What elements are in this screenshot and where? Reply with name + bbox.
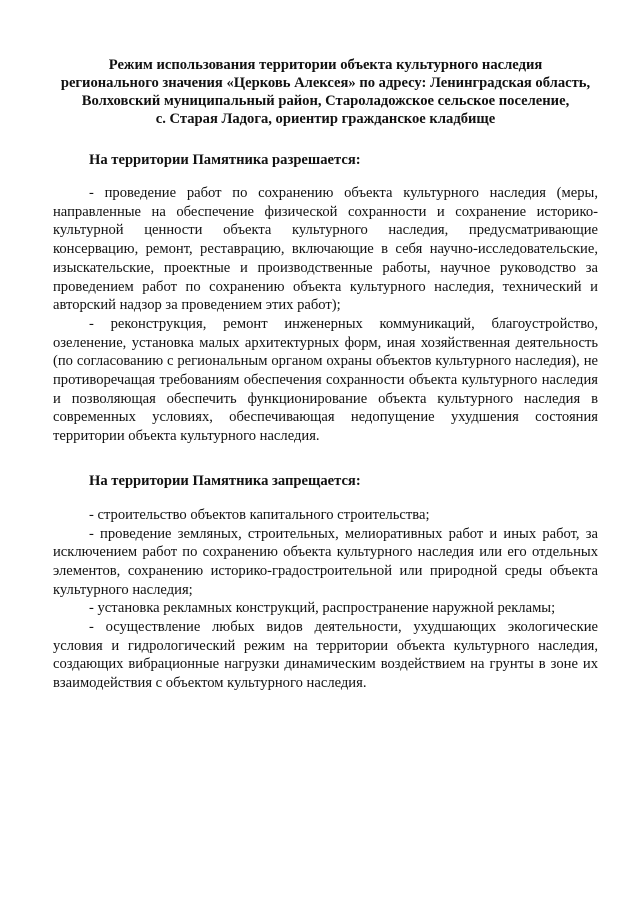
forbidden-item-3: - установка рекламных конструкций, распространение наружной рекламы; [89, 600, 556, 617]
allowed-item-1: - проведение работ по сохранению объекта культурного наследия (меры, направленные на обеспечение физической сохранности и сохранение историко-культурной ценности объекта культурного наследия, предусматривающие консервацию, ремонт, реставрацию, включающие в себя научно-исследовательские, изыскательские, проектные и производственные работы, научное руководство за проведением работ по сохранению объекта культурного наследия, технический и авторский надзор за проведением этих работ); [53, 185, 598, 314]
forbidden-heading: На территории Памятника запрещается: [89, 472, 361, 489]
forbidden-item-2: - проведение земляных, строительных, мелиоративных работ и иных работ, за исключением работ по сохранению объекта культурного наследия или его отдельных элементов, сохранению историко-градостроительной или природной среды объекта культурного наследия; [53, 525, 598, 598]
title-line-3: Волховский муниципальный район, Староладожское сельское поселение, [81, 93, 570, 109]
title-line-1: Режим использования территории объекта культурного наследия [108, 57, 543, 73]
forbidden-item-4: - осуществление любых видов деятельности, ухудшающих экологические условия и гидрологический режим на территории объекта культурного наследия, создающих вибрационные нагрузки динамическим воздействием на грунты в зоне их взаимодействия с объектом культурного наследия. [53, 619, 598, 692]
allowed-heading: На территории Памятника разрешается: [89, 152, 361, 168]
forbidden-list [53, 506, 598, 693]
allowed-item-2: - реконструкция, ремонт инженерных коммуникаций, благоустройство, озеленение, установка малых архитектурных форм, иная хозяйственная деятельность (по согласованию с региональным органом охраны объектов культурного наследия), не противоречащая требованиям обеспечения сохранности объекта культурного наследия и позволяющая обеспечить функционирование объекта культурного наследия в современных условиях, обеспечивающая недопущение ухудшения состояния территории объекта культурного наследия. [53, 315, 598, 445]
forbidden-item-1: - строительство объектов капитального строительства; [89, 506, 430, 523]
document-title [53, 56, 598, 128]
allowed-list [53, 184, 598, 446]
title-line-2: регионального значения «Церковь Алексея» по адресу: Ленинградская область, [60, 75, 591, 91]
title-line-4: с. Старая Ладога, ориентир гражданское кладбище [155, 111, 496, 127]
document-page [53, 56, 598, 693]
